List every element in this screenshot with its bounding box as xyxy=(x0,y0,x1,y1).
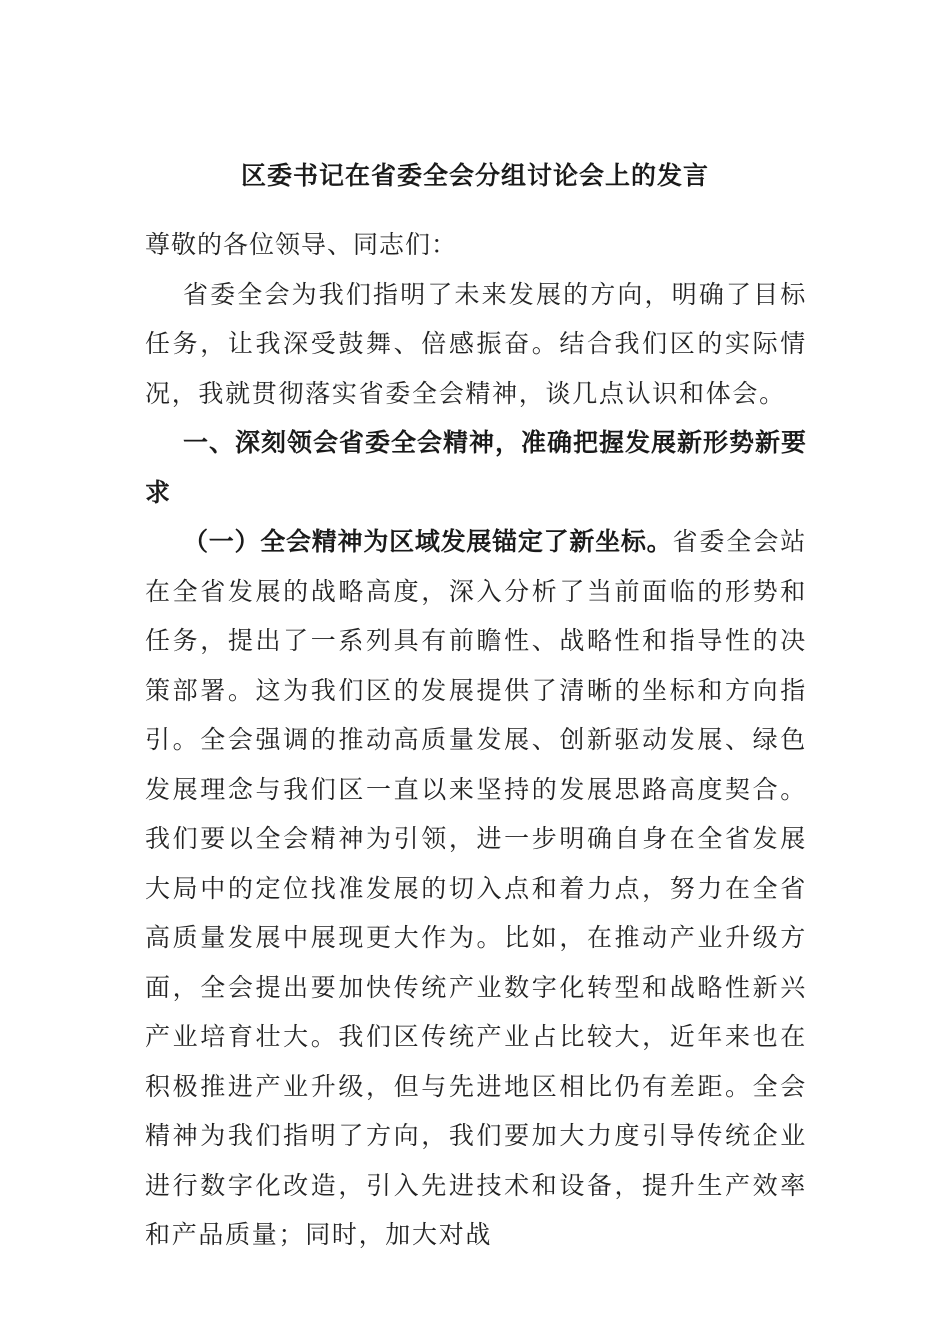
point-paragraph xyxy=(145,517,807,1260)
point-text: 省委全会站在全省发展的战略高度，深入分析了当前面临的形势和任务，提出了一系列具有前瞻性、战略性和指导性的决策部署。这为我们区的发展提供了清晰的坐标和方向指引。全会强调的推动高质量发展、创新驱动发展、绿色发展理念与我们区一直以来坚持的发展思路高度契合。我们要以全会精神为引领，进一步明确自身在全省发展大局中的定位找准发展的切入点和着力点，努力在全省高质量发展中展现更大作为。比如，在推动产业升级方面，全会提出要加快传统产业数字化转型和战略性新兴产业培育壮大。我们区传统产业占比较大，近年来也在积极推进产业升级，但与先进地区相比仍有差距。全会精神为我们指明了方向，我们要加大力度引导传统企业进行数字化改造，引入先进技术和设备，提升生产效率和产品质量；同时，加大对战 xyxy=(145,527,807,1249)
document-title: 区委书记在省委全会分组讨论会上的发言 xyxy=(240,161,709,190)
point-lead: （一）全会精神为区域发展锚定了新坐标。 xyxy=(183,527,673,556)
document-body xyxy=(145,220,807,1260)
salutation: 尊敬的各位领导、同志们： xyxy=(145,230,458,259)
intro-paragraph: 省委全会为我们指明了未来发展的方向，明确了目标任务，让我深受鼓舞、倍感振奋。结合我们区的实际情况，我就贯彻落实省委全会精神，谈几点认识和体会。 xyxy=(145,279,807,408)
section-heading: 一、深刻领会省委全会精神，准确把握发展新形势新要求 xyxy=(145,428,808,507)
